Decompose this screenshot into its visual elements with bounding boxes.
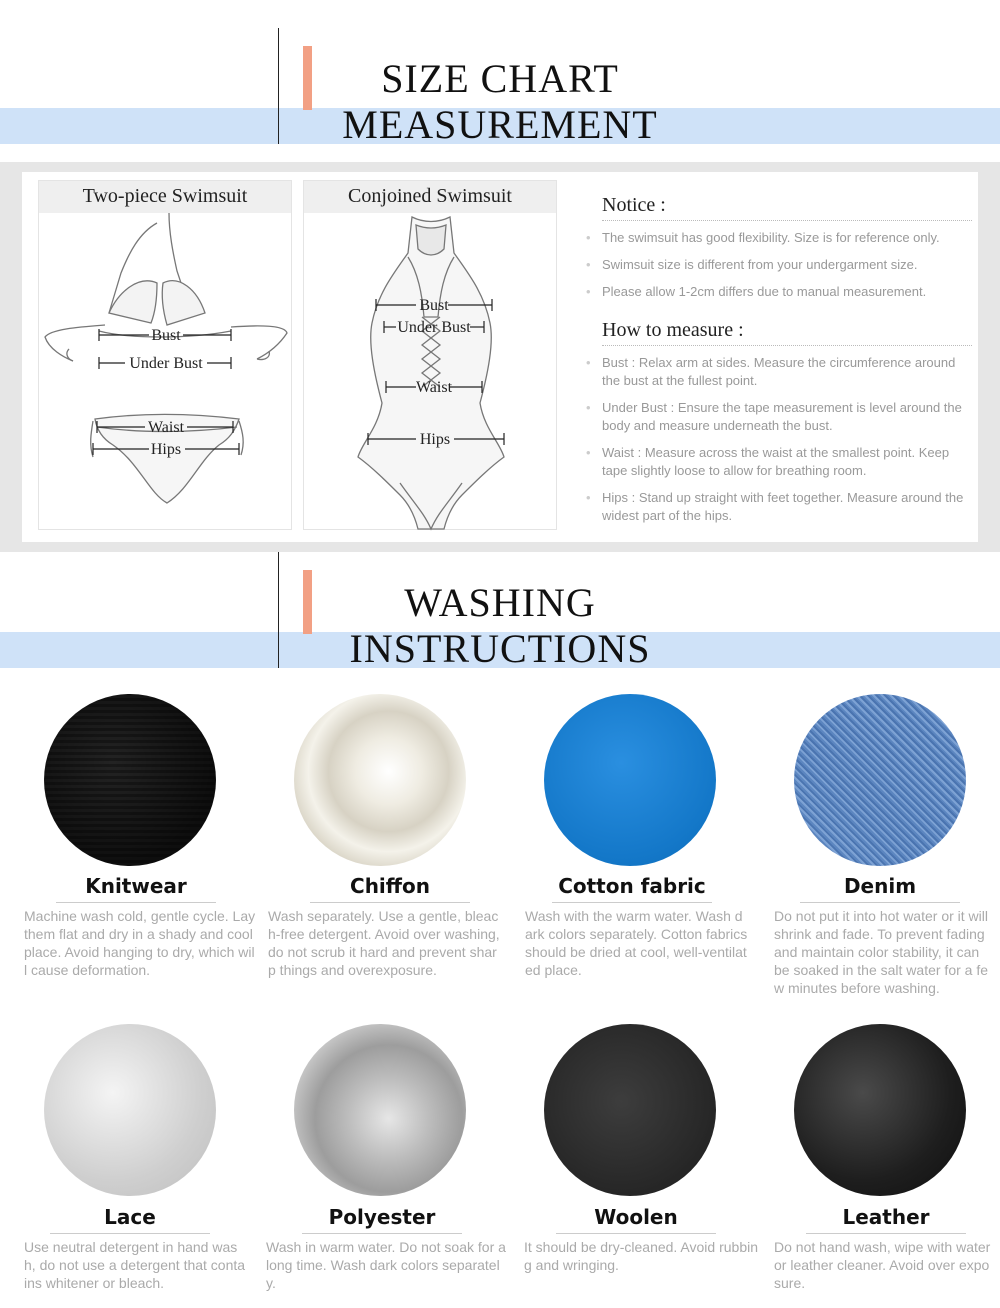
- lace-swatch: [44, 1024, 216, 1196]
- how-to-item: • Under Bust : Ensure the tape measurement is level around the body and measure underneath the bust.: [602, 399, 972, 435]
- washing-title: WASHING: [404, 580, 596, 625]
- conjoined-diagram: [304, 213, 558, 531]
- fabric-desc: Wash with the warm water. Wash dark colors separately. Cotton fabrics should be dried at cool, well-ventilated place.: [525, 908, 748, 978]
- instructions-title: INSTRUCTIONS: [349, 626, 651, 671]
- how-to-item: • Waist : Measure across the waist at the smallest point. Keep tape slightly loose to allow for breathing room.: [602, 444, 972, 480]
- two-piece-under-bust-label: Under Bust: [129, 355, 203, 372]
- two-piece-title: Two-piece Swimsuit: [39, 181, 291, 213]
- cotton-swatch: [544, 694, 716, 866]
- notice-list: [602, 229, 972, 301]
- fabric-name: Polyester: [302, 1205, 462, 1234]
- conjoined-hips-label: Hips: [419, 431, 451, 448]
- denim-swatch: [794, 694, 966, 866]
- size-notes: [602, 194, 972, 534]
- conjoined-card: [303, 180, 557, 530]
- fabric-name: Lace: [50, 1205, 210, 1234]
- size-chart-header: [0, 0, 1000, 160]
- two-piece-bust-label: Bust: [151, 327, 181, 344]
- notice-item: • Please allow 1-2cm differs due to manual measurement.: [602, 283, 972, 301]
- measurement-title: MEASUREMENT: [342, 102, 658, 147]
- fabric-desc: Machine wash cold, gentle cycle. Lay them flat and dry in a shady and cool place. Avoid hanging to dry, which will cause deformation.: [24, 908, 256, 978]
- woolen-swatch: [544, 1024, 716, 1196]
- size-chart-inner: [22, 172, 978, 542]
- fabric-name: Denim: [800, 874, 960, 903]
- fabric-name: Cotton fabric: [552, 874, 712, 903]
- how-to-measure-title: How to measure :: [602, 319, 972, 346]
- notice-item: • The swimsuit has good flexibility. Size is for reference only.: [602, 229, 972, 247]
- how-to-item: • Bust : Relax arm at sides. Measure the circumference around the bust at the fullest point.: [602, 354, 972, 390]
- notice-item: • Swimsuit size is different from your undergarment size.: [602, 256, 972, 274]
- notice-title: Notice :: [602, 194, 972, 221]
- fabric-name: Leather: [806, 1205, 966, 1234]
- size-chart-title: SIZE CHART: [381, 56, 619, 101]
- fabric-desc: It should be dry-cleaned. Avoid rubbing and wringing.: [524, 1239, 759, 1273]
- conjoined-bust-label: Bust: [419, 297, 449, 314]
- conjoined-waist-label: Waist: [415, 379, 453, 396]
- two-piece-diagram: [39, 213, 293, 531]
- two-piece-card: [38, 180, 292, 530]
- size-chart-panel: [0, 162, 1000, 552]
- polyester-swatch: [294, 1024, 466, 1196]
- leather-swatch: [794, 1024, 966, 1196]
- fabric-desc: Use neutral detergent in hand wash, do not use a detergent that contains whitener or bleach.: [24, 1239, 246, 1291]
- fabric-desc: Do not put it into hot water or it will shrink and fade. To prevent fading and maintain color stability, it can be soaked in the salt water for a few minutes before washing.: [774, 908, 989, 996]
- two-piece-hips-label: Hips: [150, 441, 182, 458]
- washing-header: [0, 550, 1000, 680]
- fabric-name: Chiffon: [310, 874, 470, 903]
- fabric-name: Woolen: [556, 1205, 716, 1234]
- two-piece-waist-label: Waist: [147, 419, 185, 436]
- fabric-desc: Wash separately. Use a gentle, bleach-free detergent. Avoid over washing, do not scrub it hard and prevent sharp things and overexposure.: [268, 908, 500, 978]
- conjoined-under-bust-label: Under Bust: [397, 319, 471, 336]
- fabric-desc: Do not hand wash, wipe with water or leather cleaner. Avoid over exposure.: [774, 1239, 991, 1291]
- chiffon-swatch: [294, 694, 466, 866]
- how-to-item: • Hips : Stand up straight with feet together. Measure around the widest part of the hips.: [602, 489, 972, 525]
- knitwear-swatch: [44, 694, 216, 866]
- fabric-name: Knitwear: [56, 874, 216, 903]
- how-to-list: [602, 354, 972, 525]
- conjoined-title: Conjoined Swimsuit: [304, 181, 556, 213]
- fabric-desc: Wash in warm water. Do not soak for a long time. Wash dark colors separately.: [266, 1239, 506, 1291]
